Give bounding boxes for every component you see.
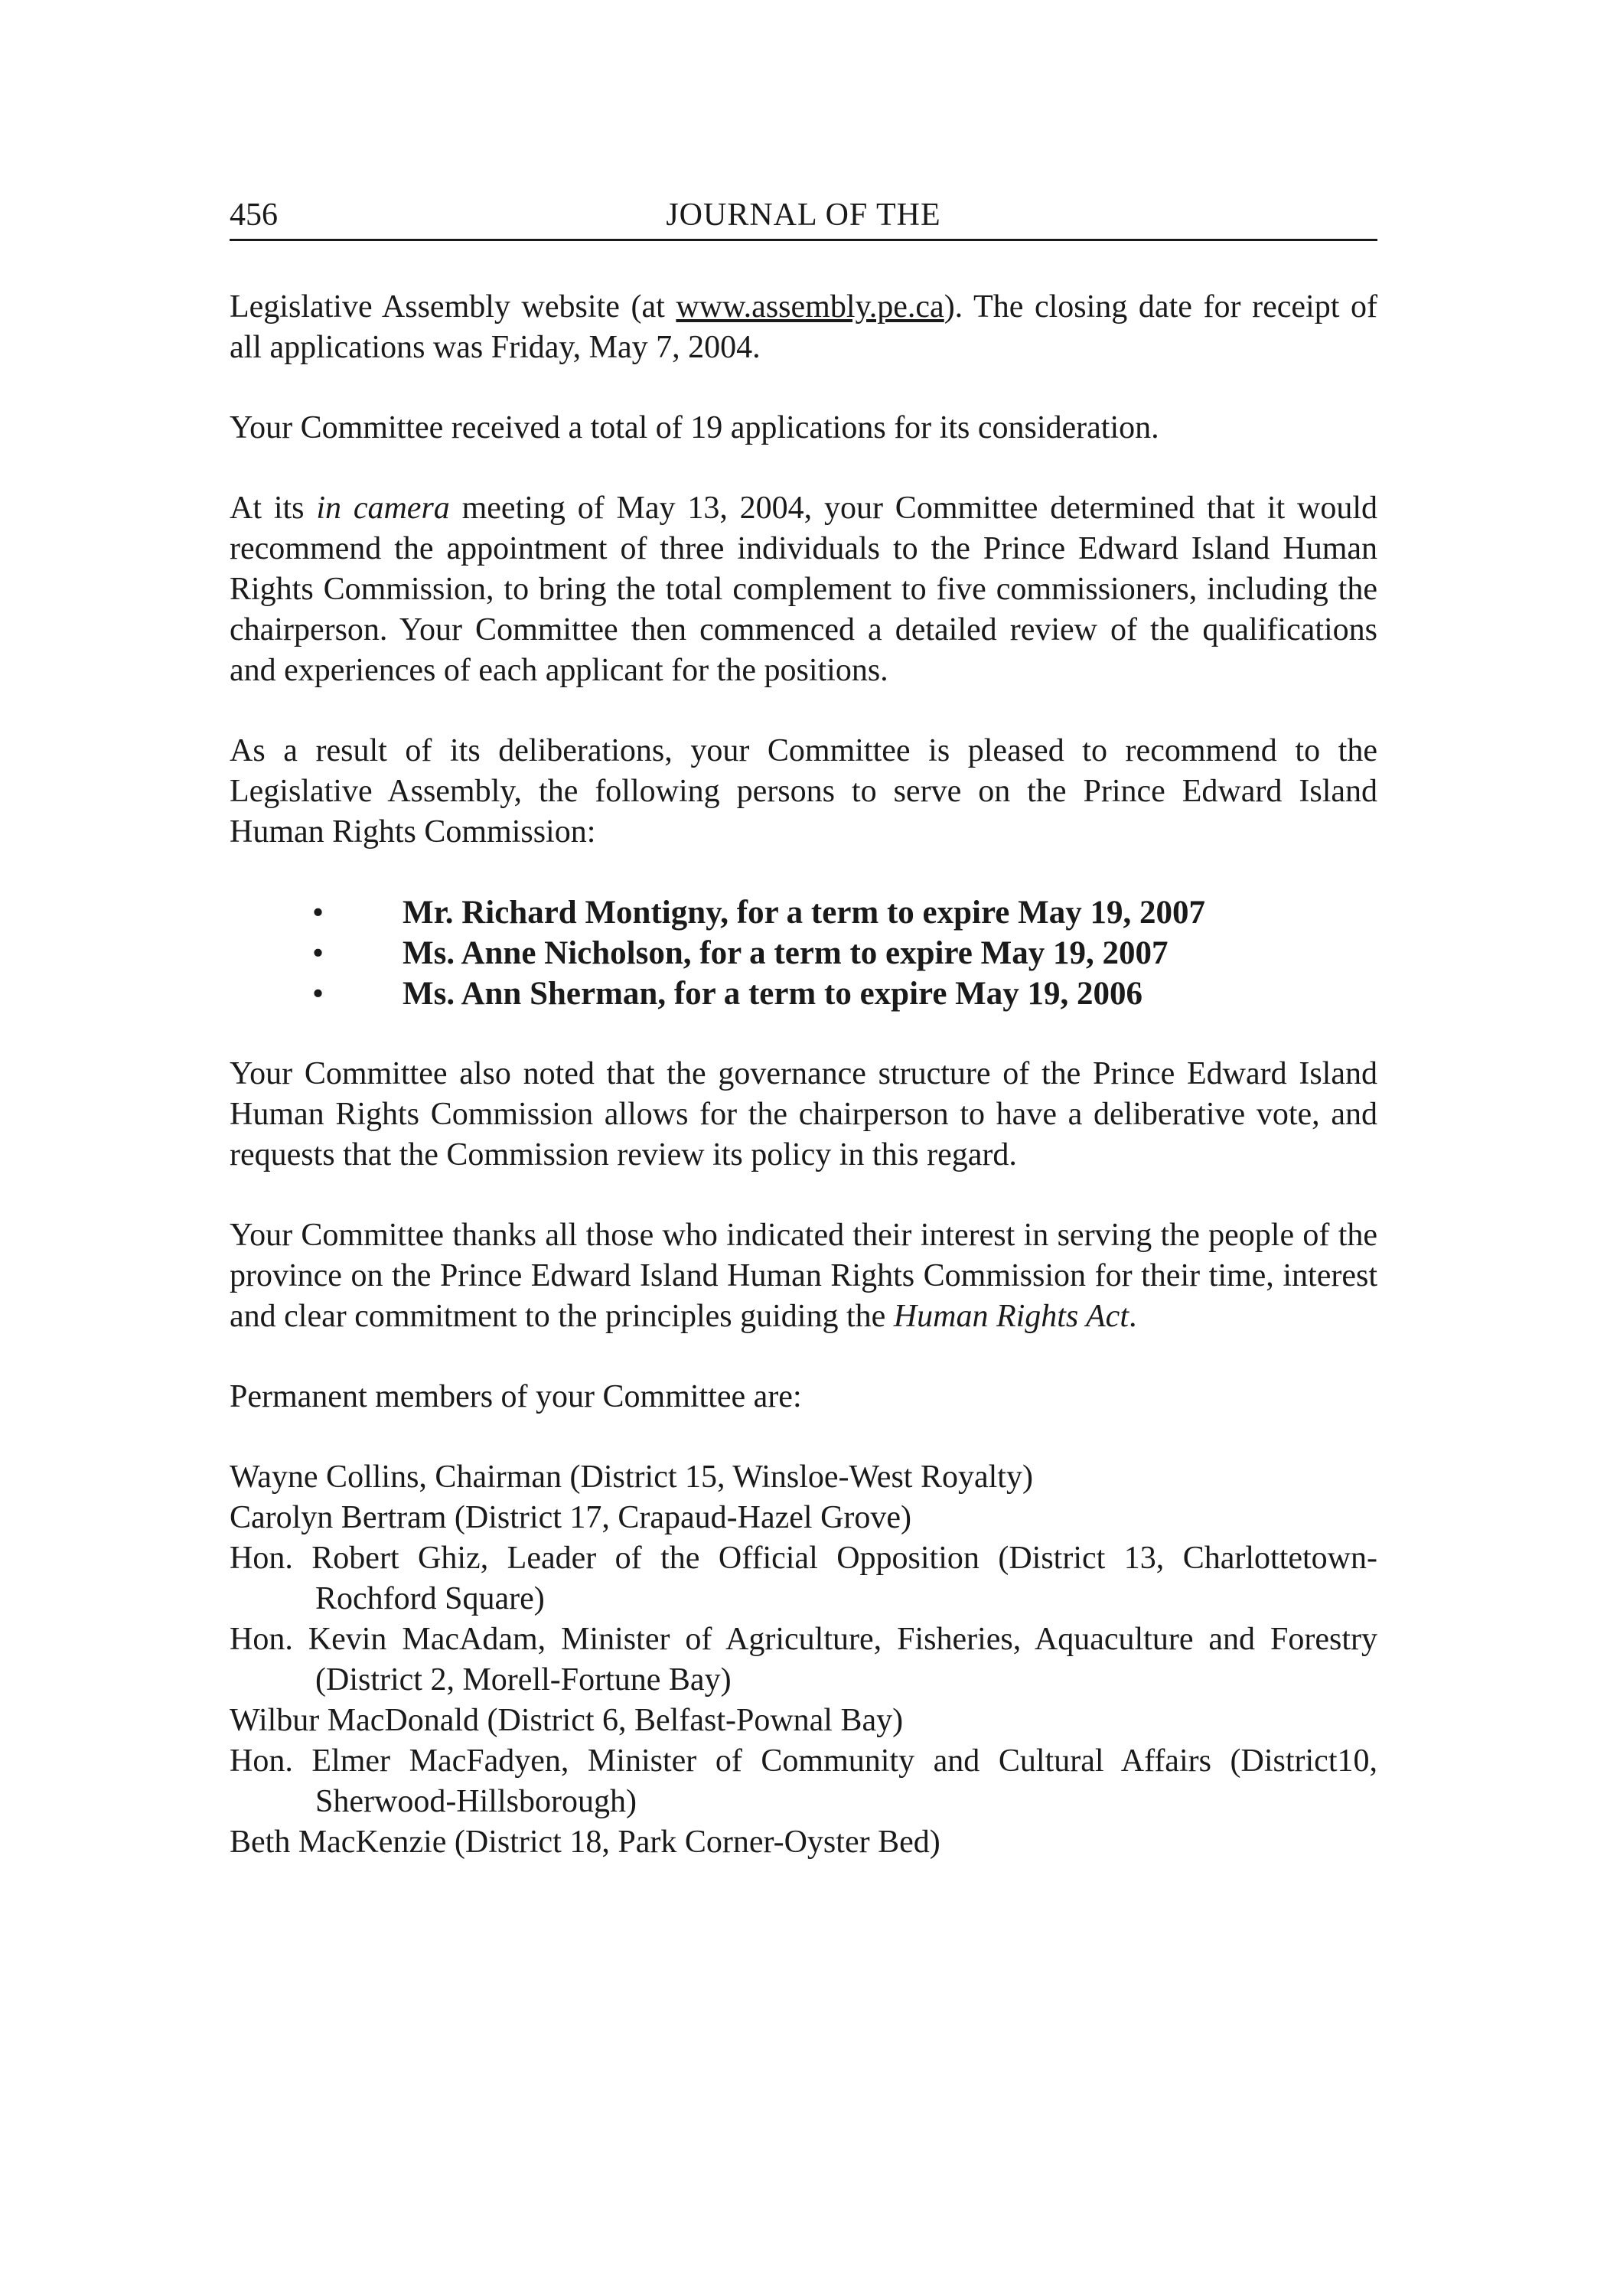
recommendation-item xyxy=(230,892,1377,933)
committee-member: Wayne Collins, Chairman (District 15, Winsloe-West Royalty) xyxy=(230,1459,1033,1495)
paragraph-governance: Your Committee also noted that the governance structure of the Prince Edward Island Human Rights Commission allows for the chairperson to have a deliberative vote, and requests that the Commission review its policy in this regard. xyxy=(230,1056,1377,1172)
paragraph-text: . xyxy=(1129,1299,1137,1334)
committee-member: Carolyn Bertram (District 17, Crapaud-Hazel Grove) xyxy=(230,1500,912,1535)
committee-member: Wilbur MacDonald (District 6, Belfast-Pownal Bay) xyxy=(230,1703,904,1738)
recommendation-item xyxy=(230,974,1377,1014)
paragraph-thanks xyxy=(230,1215,1377,1337)
paragraph-text: At its xyxy=(230,491,317,526)
paragraph-website xyxy=(230,287,1377,368)
journal-title: JOURNAL OF THE xyxy=(666,197,941,233)
paragraph-meeting xyxy=(230,488,1377,691)
paragraph-text: ). The closing date for receipt of all applications was Friday, May 7, 2004. xyxy=(230,289,1377,365)
paragraph-recommendation: As a result of its deliberations, your Committee is pleased to recommend to the Legislative Assembly, the following persons to serve on the Prince Edward Island Human Rights Commission: xyxy=(230,733,1377,850)
paragraph-members-intro: Permanent members of your Committee are: xyxy=(230,1379,802,1414)
committee-member-list xyxy=(230,1457,1377,1863)
paragraph-text: Legislative Assembly website (at xyxy=(230,289,676,325)
running-head xyxy=(230,191,1377,241)
bullet-icon: • xyxy=(312,935,324,971)
italic-text: Human Rights Act xyxy=(893,1299,1129,1334)
page-number: 456 xyxy=(230,197,278,233)
recommendation-list xyxy=(230,892,1377,1014)
committee-member: Hon. Kevin MacAdam, Minister of Agriculture, Fisheries, Aquaculture and Forestry (District 2, Morell-Fortune Bay) xyxy=(230,1622,1377,1698)
report-body xyxy=(230,287,1377,1863)
journal-page xyxy=(230,191,1377,1863)
bullet-icon: • xyxy=(312,895,324,931)
bullet-icon: • xyxy=(312,976,324,1012)
paragraph-text: meeting of May 13, 2004, your Committee determined that it would recommend the appointment of three individuals to the Prince Edward Island Human Rights Commission, to bring the total complement to five commissioners, including the chairperson. Your Committee then commenced a detailed review of the qualifications and experiences of each applicant for the positions. xyxy=(230,491,1377,688)
recommendation-item xyxy=(230,933,1377,974)
committee-member: Hon. Robert Ghiz, Leader of the Official Opposition (District 13, Charlottetown-Rochford Square) xyxy=(230,1541,1377,1616)
recommendation-text: Ms. Anne Nicholson, for a term to expire May 19, 2007 xyxy=(403,935,1169,971)
recommendation-text: Mr. Richard Montigny, for a term to expire May 19, 2007 xyxy=(403,895,1205,931)
paragraph-text: Your Committee thanks all those who indicated their interest in serving the people of the province on the Prince Edward Island Human Rights Commission for their time, interest and clear commitment to the principles guiding the xyxy=(230,1218,1377,1334)
paragraph-applications: Your Committee received a total of 19 applications for its consideration. xyxy=(230,410,1159,445)
assembly-website-link[interactable]: www.assembly.pe.ca xyxy=(676,289,944,325)
committee-member: Hon. Elmer MacFadyen, Minister of Community and Cultural Affairs (District10, Sherwood-Hillsborough) xyxy=(230,1743,1377,1819)
recommendation-text: Ms. Ann Sherman, for a term to expire May 19, 2006 xyxy=(403,976,1143,1012)
italic-text: in camera xyxy=(316,491,450,526)
committee-member: Beth MacKenzie (District 18, Park Corner-Oyster Bed) xyxy=(230,1825,940,1860)
